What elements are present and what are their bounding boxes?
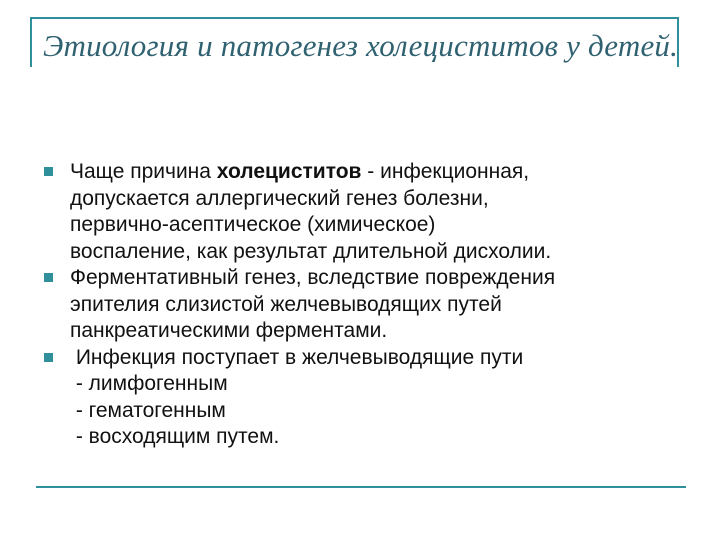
bullet-text: Инфекция поступает в желчевыводящие пути - лимфогенным - гематогенным - восходящим путем. bbox=[75, 345, 524, 448]
bold-term: холециститов bbox=[216, 160, 362, 183]
bullet-item-enzymatic-genesis bbox=[44, 265, 694, 345]
slide-title: Этиология и патогенез холециститов у детей. bbox=[43, 28, 679, 63]
bottom-divider-line bbox=[36, 486, 686, 488]
square-bullet-icon bbox=[44, 273, 53, 282]
title-frame-left-line bbox=[30, 17, 32, 67]
bullet-text-prefix: Чаще причина bbox=[70, 160, 217, 183]
title-frame-top-line bbox=[30, 17, 678, 19]
bullet-text-suffix: - инфекционная, допускается аллергический генез болезни, первично-асептическое (химическое) воспаление, как результат длительной дисхолии. bbox=[70, 160, 552, 263]
bullet-item-infection-routes bbox=[44, 345, 694, 451]
bullet-item-etiology bbox=[44, 159, 694, 265]
square-bullet-icon bbox=[44, 353, 53, 362]
bullet-text: Ферментативный генез, вследствие повреждения эпителия слизистой желчевыводящих путей панкреатическими ферментами. bbox=[70, 266, 556, 342]
square-bullet-icon bbox=[44, 167, 53, 176]
bullet-list bbox=[44, 159, 694, 451]
bullet-text bbox=[70, 160, 551, 263]
